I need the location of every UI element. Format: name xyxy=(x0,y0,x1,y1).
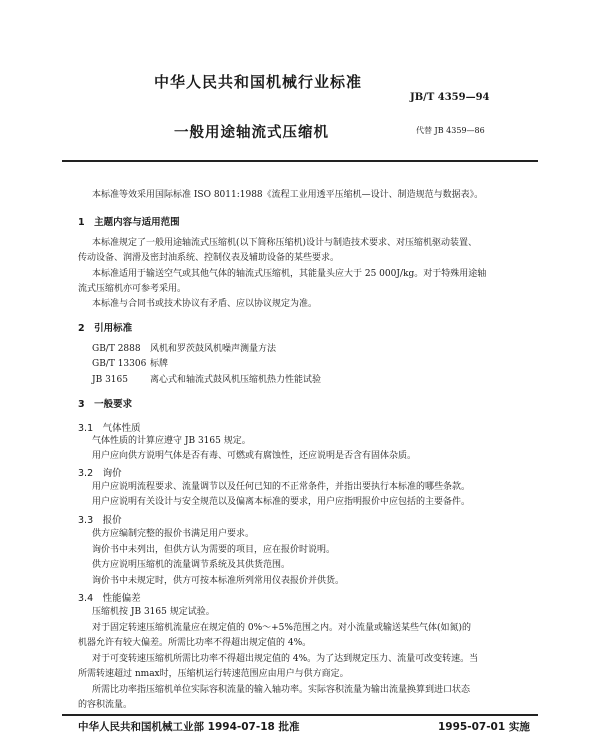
s3-4-line-3: 机器允许有较大偏差。所需比功率不得超出规定值的 4%。 xyxy=(78,638,312,648)
reference-title: 离心式和轴流式鼓风机压缩机热力性能试验 xyxy=(150,375,322,385)
s1-para-1-cont: 传动设备、润滑及密封油系统、控制仪表及辅助设备的某些要求。 xyxy=(78,253,340,263)
approval-note: 中华人民共和国机械工业部 1994-07-18 批准 xyxy=(78,721,300,733)
s3-4-line-4: 对于可变转速压缩机所需比功率不得超出规定值的 4%。为了达到规定压力、流量可改变转速。当 xyxy=(92,654,479,664)
s3-1-line-2: 用户应向供方说明气体是否有毒、可燃或有腐蚀性，还应说明是否含有固体杂质。 xyxy=(92,451,417,461)
reference-title: 风机和罗茨鼓风机噪声测量方法 xyxy=(150,344,277,354)
intro-paragraph: 本标准等效采用国际标准 ISO 8011:1988《流程工业用透平压缩机—设计、制造规范与数据表》。 xyxy=(92,190,484,200)
s3-3-line-1: 供方应编制完整的报价书满足用户要求。 xyxy=(92,529,255,539)
s3-3-line-2: 询价书中未列出，但供方认为需要的项目，应在报价时说明。 xyxy=(92,545,336,555)
s3-3-line-4: 询价书中未规定时，供方可按本标准所列常用仪表报价并供货。 xyxy=(92,576,345,586)
effective-date: 1995-07-01 实施 xyxy=(438,721,530,733)
s1-para-1: 本标准规定了一般用途轴流式压缩机(以下简称压缩机)设计与制造技术要求、对压缩机驱动装置、 xyxy=(92,238,478,248)
reference-code: GB/T 2888 xyxy=(92,344,141,354)
s1-para-2: 本标准适用于输送空气或其他气体的轴流式压缩机，其能量头应大于 25 000J/kg。对于特殊用途轴 xyxy=(92,269,487,279)
reference-item xyxy=(92,372,321,385)
s3-3-line-3: 供方应说明压缩机的流量调节系统及其供货范围。 xyxy=(92,560,291,570)
subsection-3-2-heading: 3.2 询价 xyxy=(78,468,122,479)
s1-para-2-cont: 流式压缩机亦可参考采用。 xyxy=(78,284,187,294)
reference-item xyxy=(92,356,168,369)
s3-1-line-1: 气体性质的计算应遵守 JB 3165 规定。 xyxy=(92,436,251,446)
s3-4-line-1: 压缩机按 JB 3165 规定试验。 xyxy=(92,607,215,617)
section-3-heading: 3 一般要求 xyxy=(78,399,133,410)
footer-rule xyxy=(62,714,538,716)
ministry-heading: 中华人民共和国机械行业标准 xyxy=(154,73,363,91)
s3-4-line-2: 对于固定转速压缩机流量应在规定值的 0%～+5%范围之内。对小流量或输送某些气体(如氮)的 xyxy=(92,623,471,633)
s3-4-line-5: 所需转速超过 nmax时，压缩机运行转速范围应由用户与供方商定。 xyxy=(78,669,349,679)
standard-number: JB/T 4359—94 xyxy=(410,92,490,103)
s3-2-line-1: 用户应说明流程要求、流量调节以及任何已知的不正常条件，并指出要执行本标准的哪些条款。 xyxy=(92,482,471,492)
s3-4-line-6: 所需比功率指压缩机单位实际容积流量的输入轴功率。实际容积流量为输出流量换算到进口状态 xyxy=(92,685,471,695)
subsection-3-4-heading: 3.4 性能偏差 xyxy=(78,593,141,604)
subsection-3-1-heading: 3.1 气体性质 xyxy=(78,423,141,434)
reference-code: GB/T 13306 xyxy=(92,359,147,369)
s3-4-line-7: 的容积流量。 xyxy=(78,700,133,710)
reference-title: 标牌 xyxy=(150,359,169,369)
subsection-3-3-heading: 3.3 报价 xyxy=(78,515,122,526)
reference-item xyxy=(92,341,276,354)
section-2-heading: 2 引用标准 xyxy=(78,323,133,334)
s3-2-line-2: 用户应说明有关设计与安全规范以及偏离本标准的要求，用户应指明报价中应包括的主要备件。 xyxy=(92,497,471,507)
s1-para-3: 本标准与合同书或技术协议有矛盾、应以协议规定为准。 xyxy=(92,299,318,309)
section-1-heading: 1 主题内容与适用范围 xyxy=(78,217,180,228)
document-title: 一般用途轴流式压缩机 xyxy=(174,125,329,141)
replaces-note: 代替 JB 4359—86 xyxy=(416,126,485,135)
header-rule xyxy=(62,160,538,162)
reference-code: JB 3165 xyxy=(92,375,128,385)
